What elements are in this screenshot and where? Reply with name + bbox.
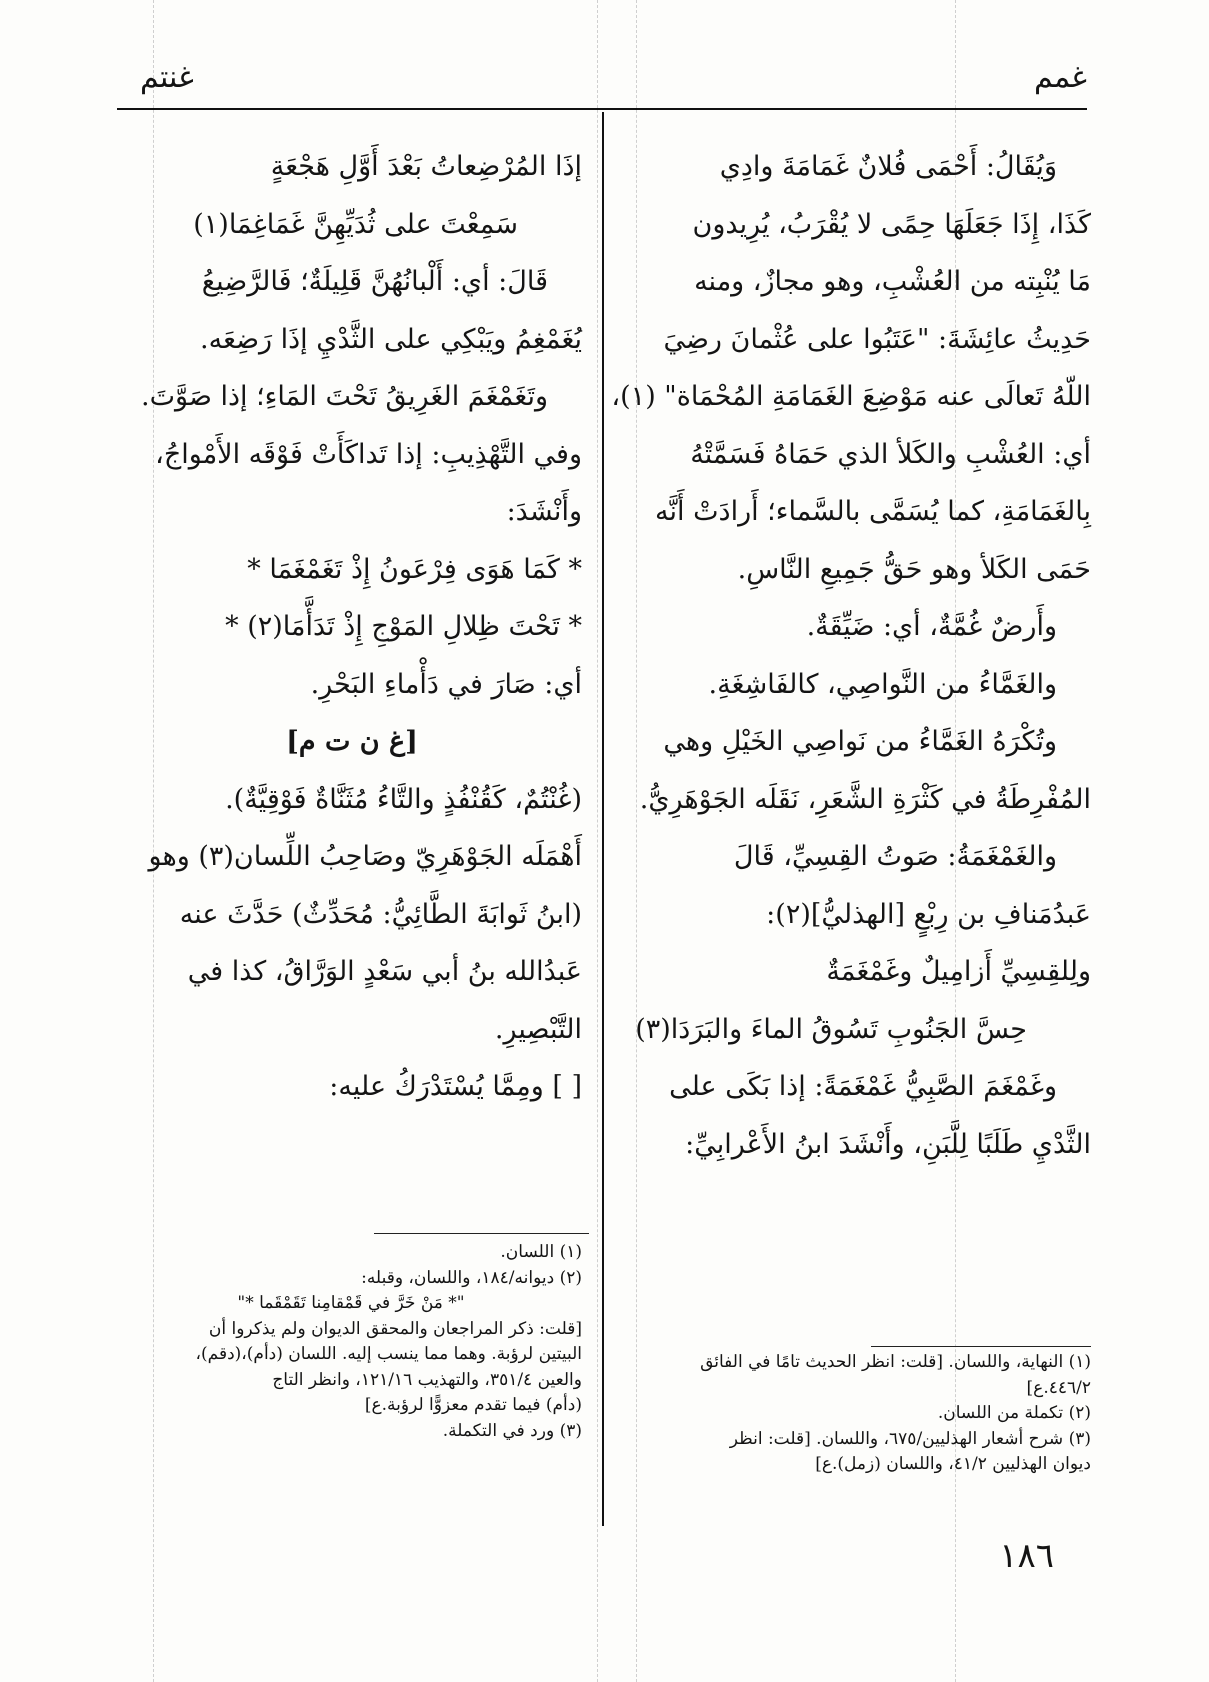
verse-line: حِسَّ الجَنُوبِ تَسُوقُ الماءَ والبَرَدَا(٣) <box>635 1013 1027 1045</box>
header-rule <box>117 108 1087 110</box>
right-column <box>611 138 1091 1173</box>
text-line: (ابنُ ثَوابَةَ الطَّائِيُّ: مُحَدِّثٌ) حَدَّثَ عنه <box>179 898 582 930</box>
verse-line: سَمِعْتَ على ثُدَيِّهِنَّ غَمَاغِمَا(١) <box>193 208 518 240</box>
text-line: وغَمْغَمَ الصَّبِيُّ غَمْغَمَةً: إذا بَكَى على <box>669 1071 1057 1102</box>
text-line: والغَمْغَمَةُ: صَوتُ القِسِيِّ، قَالَ <box>733 841 1057 872</box>
footnote-line: (٣) شرح أشعار الهذليين/٦٧٥، واللسان. [قلت: انظر <box>729 1428 1091 1449</box>
footnote-line: والعين ٣٥١/٤، والتهذيب ١٢١/١٦، وانظر التاج <box>272 1369 582 1390</box>
footnote-line: ديوان الهذليين ٤١/٢، واللسان (زمل).ع] <box>815 1454 1091 1474</box>
footnotes-right <box>631 1350 1091 1478</box>
text-line: كَذَا، إِذَا جَعَلَهَا حِمًى لا يُقْرَبُ، يُرِيدون <box>692 208 1091 240</box>
text-line: عَبدُمَنافِ بن رِبْعٍ [الهذليُّ](٢): <box>766 898 1091 930</box>
footnote-line: (١) اللسان. <box>500 1242 582 1262</box>
page-number: ١٨٦ <box>999 1536 1054 1576</box>
footnote-line: (دأم) فيما تقدم معزوًّا لرؤبة.ع] <box>364 1395 582 1415</box>
text-line: (غُنْتُمٌ، كَقُنْفُذٍ والتَّاءُ مُثَنَّاةٌ فَوْقِيَّةٌ). <box>225 783 582 815</box>
scan-guide-line <box>597 0 598 1682</box>
text-line: وَيُقَالُ: أَحْمَى فُلانٌ غَمَامَةَ وادِي <box>719 151 1057 182</box>
text-line: مَا يُنْبِته من العُشْبِ، وهو مجازٌ، ومنه <box>694 266 1091 297</box>
text-line: المُفْرِطَةُ في كَثْرَةِ الشَّعَرِ، نَقَلَه الجَوْهَرِيُّ. <box>639 783 1091 815</box>
text-line: التَّبْصِيرِ. <box>494 1013 582 1045</box>
verse-line: * كَمَا هَوَى فِرْعَونُ إِذْ تَغَمْغَمَا * <box>247 553 582 585</box>
footnote-line: (٢) تكملة من اللسان. <box>937 1403 1091 1423</box>
text-line: أي: صَارَ في دَأْماءِ البَحْرِ. <box>310 668 582 700</box>
entry-heading: [غ ن ت م] <box>286 726 418 757</box>
footnote-line: (١) النهاية، واللسان. [قلت: انظر الحديث تامًا في الفائق <box>700 1352 1091 1372</box>
text-line: حَدِيثُ عائِشَةَ: "عَتَبُوا على عُثْمانَ رضِيَ <box>663 323 1091 355</box>
text-line: بِالغَمَامَةِ، كما يُسَمَّى بالسَّماء؛ أَرادَتْ أَنَّه <box>655 496 1091 527</box>
text-line: وتَغَمْغَمَ الغَرِيقُ تَحْتَ المَاءِ؛ إذا صَوَّتَ. <box>141 381 548 412</box>
text-line: اللّهُ تَعالَى عنه مَوْضِعَ الغَمَامَةِ المُحْمَاة" (١)، <box>611 381 1091 412</box>
footnotes-left <box>120 1240 582 1444</box>
footnote-line: (٢) ديوانه/١٨٤، واللسان، وقبله: <box>361 1267 582 1288</box>
text-line: [ ] ومِمَّا يُسْتَدْرَكُ عليه: <box>329 1071 582 1102</box>
footnote-line: [قلت: ذكر المراجعان والمحقق الديوان ولم يذكروا أن <box>208 1318 582 1339</box>
footnote-line: (٣) ورد في التكملة. <box>442 1420 582 1441</box>
left-column <box>122 138 582 1116</box>
verse-line: * تَحْتَ ظِلالِ المَوْجِ إِذْ تَدَأَّمَا(٢) * <box>225 611 582 642</box>
text-line: يُغَمْغِمُ ويَبْكِي على الثَّدْيِ إذَا رَضِعَه. <box>200 323 582 355</box>
footnote-rule-right <box>871 1346 1091 1347</box>
text-line: وأَنْشَدَ: <box>506 496 582 527</box>
text-line: وأَرضٌ غُمَّةٌ، أي: ضَيِّقَةٌ. <box>806 611 1057 642</box>
verse-line: إذَا المُرْضِعاتُ بَعْدَ أَوَّلِ هَجْعَةٍ <box>270 151 582 182</box>
footnote-line: البيتين لرؤبة. وهما مما ينسب إليه. اللسان (دأم)،(دقم)، <box>195 1344 582 1364</box>
text-line: عَبدُالله بنُ أبي سَعْدٍ الوَرَّاقُ، كذا في <box>187 956 582 987</box>
footnote-line: "* مَنْ خَرَّ في قَمْقامِنا تَقَمْقَما *" <box>237 1293 465 1313</box>
text-line: قَالَ: أي: أَلْبانُهُنَّ قَلِيلَةٌ؛ فَالرَّضِيعُ <box>201 266 548 297</box>
text-line: والغَمَّاءُ من النَّواصِي، كالفَاشِغَةِ. <box>708 668 1057 700</box>
text-line: وتُكْرَهُ الغَمَّاءُ من نَواصِي الخَيْلِ وهي <box>663 726 1057 757</box>
running-header-left: غنتم <box>140 60 194 95</box>
text-line: وفي التَّهْذِيبِ: إذا تَداكَأَتْ فَوْقَه الأَمْواجُ، <box>155 438 582 470</box>
text-line: الثَّدْيِ طَلَبًا لِلَّبَنِ، وأَنْشَدَ ابنُ الأَعْرابِيِّ: <box>685 1128 1091 1160</box>
text-line: أي: العُشْبِ والكَلأ الذي حَمَاهُ فَسَمَّتْهُ <box>690 438 1091 470</box>
text-line: أَهْمَلَه الجَوْهَرِيّ وصَاحِبُ اللِّسان(٣) وهو <box>148 841 582 872</box>
running-header-right: غمم <box>1034 60 1087 95</box>
text-line: حَمَى الكَلأ وهو حَقُّ جَمِيعِ النَّاسِ. <box>737 553 1091 585</box>
footnote-rule-left <box>374 1233 589 1234</box>
column-divider <box>602 112 604 1526</box>
verse-line: ولِلقِسِيِّ أَزامِيلٌ وغَمْغَمَةٌ <box>826 956 1091 987</box>
footnote-line: ٤٤٦/٢.ع] <box>1026 1377 1091 1398</box>
